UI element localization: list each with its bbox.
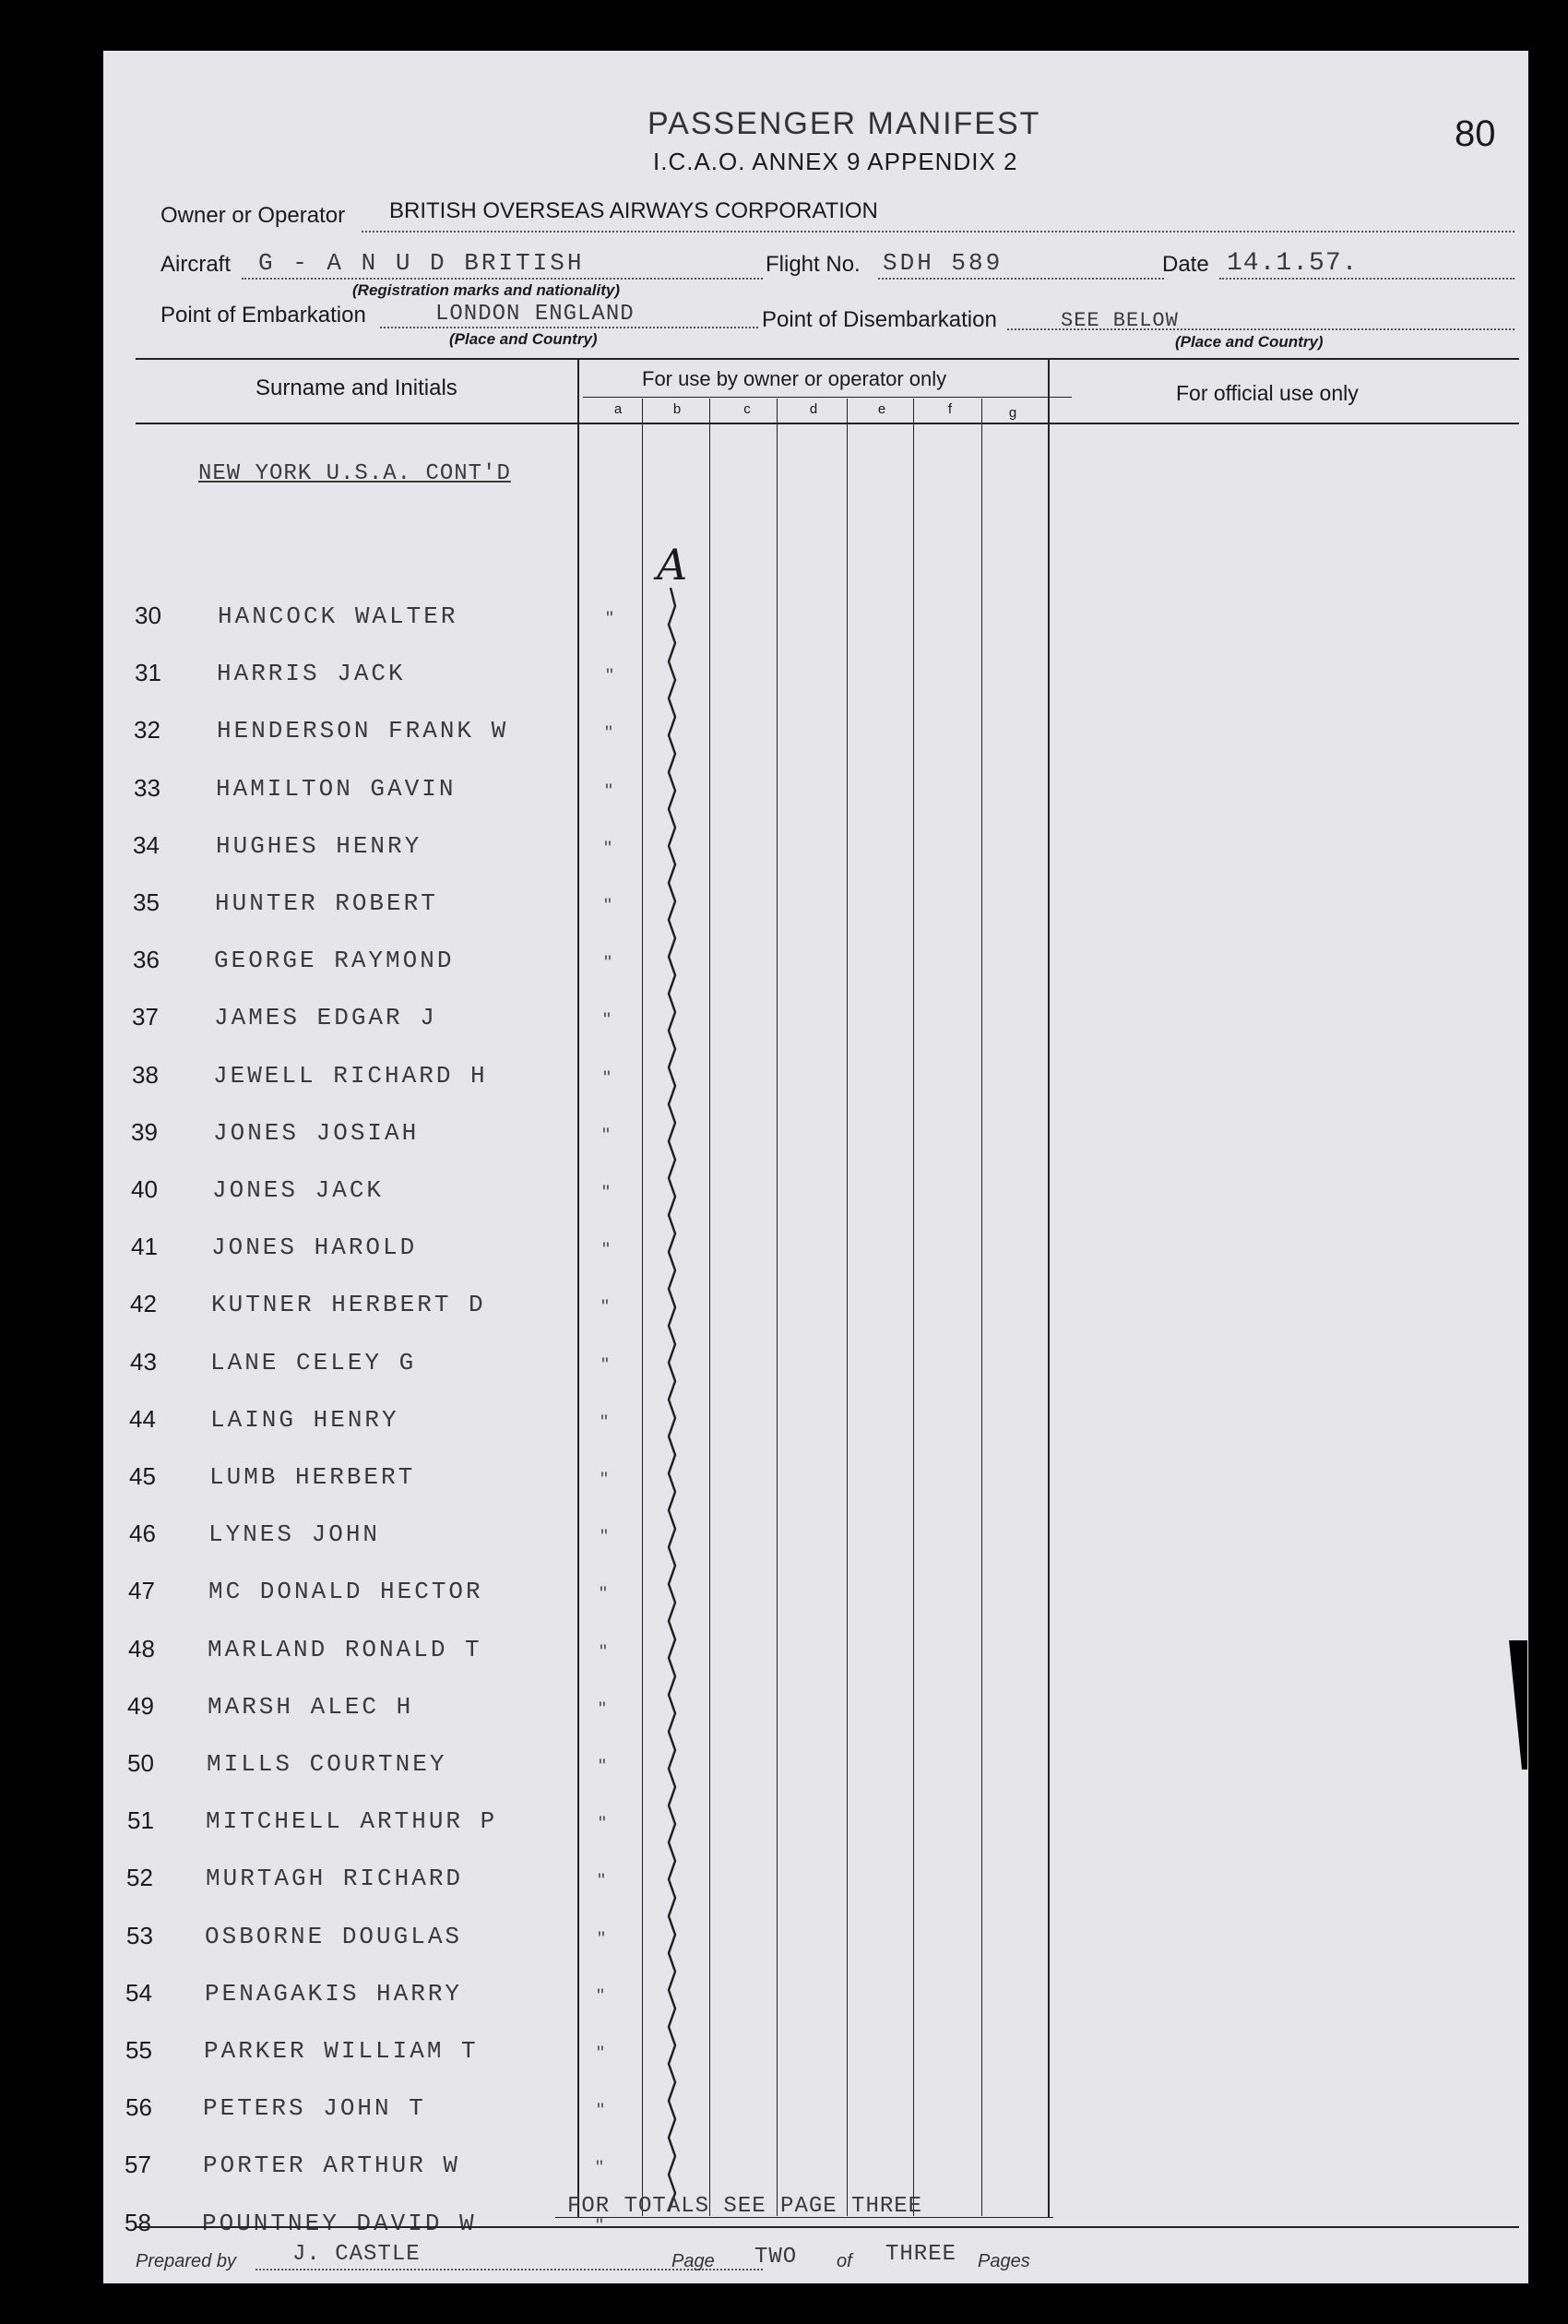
page-value: TWO [754,2245,798,2270]
passenger-name: LAING HENRY [210,1406,399,1434]
passenger-name: HARRIS JACK [217,660,406,687]
passenger-name: PENAGAKIS HARRY [205,1980,463,2008]
row-number: 40 [131,1175,158,1203]
ditto-mark: " [599,1698,606,1721]
row-number: 47 [128,1577,155,1604]
row-number: 32 [134,716,160,744]
prepared-value: J. CASTLE [292,2242,421,2267]
ditto-mark: " [606,664,613,687]
column-b-wavy-line [661,588,698,2230]
disembarkation-value: SEE BELOW [1061,309,1179,332]
row-number: 53 [126,1922,153,1949]
passenger-name: JONES JOSIAH [213,1119,420,1147]
ditto-mark: " [596,2156,603,2179]
col-letter-g: g [1008,405,1017,421]
ditto-mark: " [603,1067,611,1090]
ditto-mark: " [597,2099,604,2122]
passenger-name: MURTAGH RICHARD [206,1865,464,1892]
date-value: 14.1.57. [1227,249,1359,278]
ditto-mark: " [598,1927,605,1950]
col-surname-header: Surname and Initials [255,375,457,400]
col-letter-f: f [947,401,953,417]
row-number: 30 [135,602,161,629]
passenger-name: LYNES JOHN [208,1520,381,1548]
row-number: 35 [133,888,160,916]
row-number: 57 [125,2151,151,2178]
row-number: 34 [133,831,160,859]
passenger-name: MC DONALD HECTOR [208,1578,483,1605]
row-number: 52 [126,1864,153,1891]
row-number: 37 [132,1003,159,1031]
embarkation-value: LONDON ENGLAND [435,302,635,327]
pages-label: Pages [978,2251,1030,2271]
col-letter-e: e [877,401,886,417]
ditto-mark: " [600,1525,608,1548]
col-letter-c: c [743,401,751,417]
aircraft-note: (Registration marks and nationality) [352,281,620,299]
ditto-mark: " [605,721,612,745]
ditto-mark: " [603,1008,611,1031]
passenger-name: MITCHELL ARTHUR P [206,1807,498,1835]
ditto-mark: " [596,2214,603,2237]
disembarkation-note: (Place and Country) [1175,333,1324,351]
passenger-name: GEORGE RAYMOND [214,947,455,974]
of-value: THREE [885,2242,957,2267]
passenger-name: JEWELL RICHARD H [213,1062,488,1090]
row-number: 56 [125,2093,152,2121]
ditto-mark: " [597,1984,604,2008]
passenger-name: POUNTNEY DAVID W [202,2210,477,2237]
owner-label: Owner or Operator [160,203,346,228]
passenger-name: PETERS JOHN T [203,2094,426,2122]
row-number: 58 [125,2209,151,2236]
row-number: 50 [127,1749,154,1777]
row-number: 51 [127,1806,154,1834]
row-number: 42 [130,1290,157,1317]
passenger-name: JONES JACK [212,1176,385,1204]
passenger-name: PORTER ARTHUR W [203,2151,461,2179]
passenger-name: OSBORNE DOUGLAS [205,1923,463,1950]
row-number: 55 [125,2036,152,2064]
ditto-mark: " [601,1353,609,1377]
row-number: 38 [132,1061,159,1089]
embarkation-note: (Place and Country) [449,330,598,348]
col-official-header: For official use only [1176,381,1359,405]
ditto-mark: " [604,837,612,860]
ditto-mark: " [598,1869,605,1892]
passenger-name: HENDERSON FRANK W [217,717,509,745]
col-letter-d: d [809,401,818,417]
passenger-name: LUMB HERBERT [209,1463,416,1491]
row-number: 36 [133,946,160,973]
totals-note: FOR TOTALS SEE PAGE THREE [567,2194,923,2219]
page-label: Page [671,2251,715,2271]
aircraft-value: G - A N U D BRITISH [258,249,585,277]
flight-value: SDH 589 [883,249,1004,277]
ditto-mark: " [605,780,612,803]
section-heading: NEW YORK U.S.A. CONT'D [198,461,511,486]
row-number: 41 [131,1233,158,1260]
ditto-mark: " [597,2042,604,2065]
row-number: 43 [130,1348,157,1376]
row-number: 49 [127,1692,154,1720]
ditto-mark: " [606,607,613,630]
manifest-page [103,51,1528,2283]
ditto-mark: " [604,894,612,917]
passenger-name: JONES HAROLD [211,1234,418,1261]
ditto-mark: " [600,1640,607,1663]
passenger-name: HUNTER ROBERT [215,889,438,917]
of-label: of [837,2251,852,2271]
passenger-name: HANCOCK WALTER [218,602,458,630]
owner-value: BRITISH OVERSEAS AIRWAYS CORPORATION [389,198,878,223]
ditto-mark: " [602,1238,610,1261]
ditto-mark: " [600,1582,607,1605]
ditto-mark: " [601,1295,609,1318]
row-number: 54 [125,1979,152,2007]
ditto-mark: " [599,1812,606,1835]
date-label: Date [1162,252,1209,277]
aircraft-label: Aircraft [160,252,232,277]
page-stamp-number: 80 [1455,113,1496,154]
ditto-mark: " [599,1755,606,1778]
col-letter-b: b [672,401,682,417]
ditto-mark: " [600,1468,608,1491]
passenger-name: MARSH ALEC H [208,1693,414,1721]
passenger-name: MARLAND RONALD T [208,1636,482,1663]
disembarkation-label: Point of Disembarkation [762,307,997,332]
ditto-mark: " [602,1181,610,1204]
ditto-mark: " [600,1411,608,1434]
column-b-mark: A [657,540,688,590]
passenger-name: MILLS COURTNEY [207,1750,447,1778]
row-number: 31 [135,659,161,686]
row-number: 48 [128,1635,155,1663]
prepared-label: Prepared by [136,2251,236,2271]
ditto-mark: " [602,1124,610,1147]
manifest-subtitle: I.C.A.O. ANNEX 9 APPENDIX 2 [653,148,1018,175]
passenger-name: HUGHES HENRY [216,832,422,860]
passenger-name: JAMES EDGAR J [214,1004,437,1031]
row-number: 46 [129,1520,156,1547]
flight-label: Flight No. [766,252,861,277]
row-number: 39 [131,1118,158,1146]
passenger-name: HAMILTON GAVIN [216,775,457,803]
passenger-name: LANE CELEY G [210,1349,417,1377]
ditto-mark: " [604,951,612,974]
row-number: 44 [129,1405,156,1433]
passenger-name: PARKER WILLIAM T [204,2037,479,2065]
manifest-title: PASSENGER MANIFEST [647,106,1041,141]
passenger-name: KUTNER HERBERT D [211,1291,486,1318]
row-number: 33 [134,774,160,802]
col-owner-header: For use by owner or operator only [642,367,947,390]
embarkation-label: Point of Embarkation [160,303,366,328]
row-number: 45 [129,1462,156,1490]
col-letter-a: a [613,401,623,417]
